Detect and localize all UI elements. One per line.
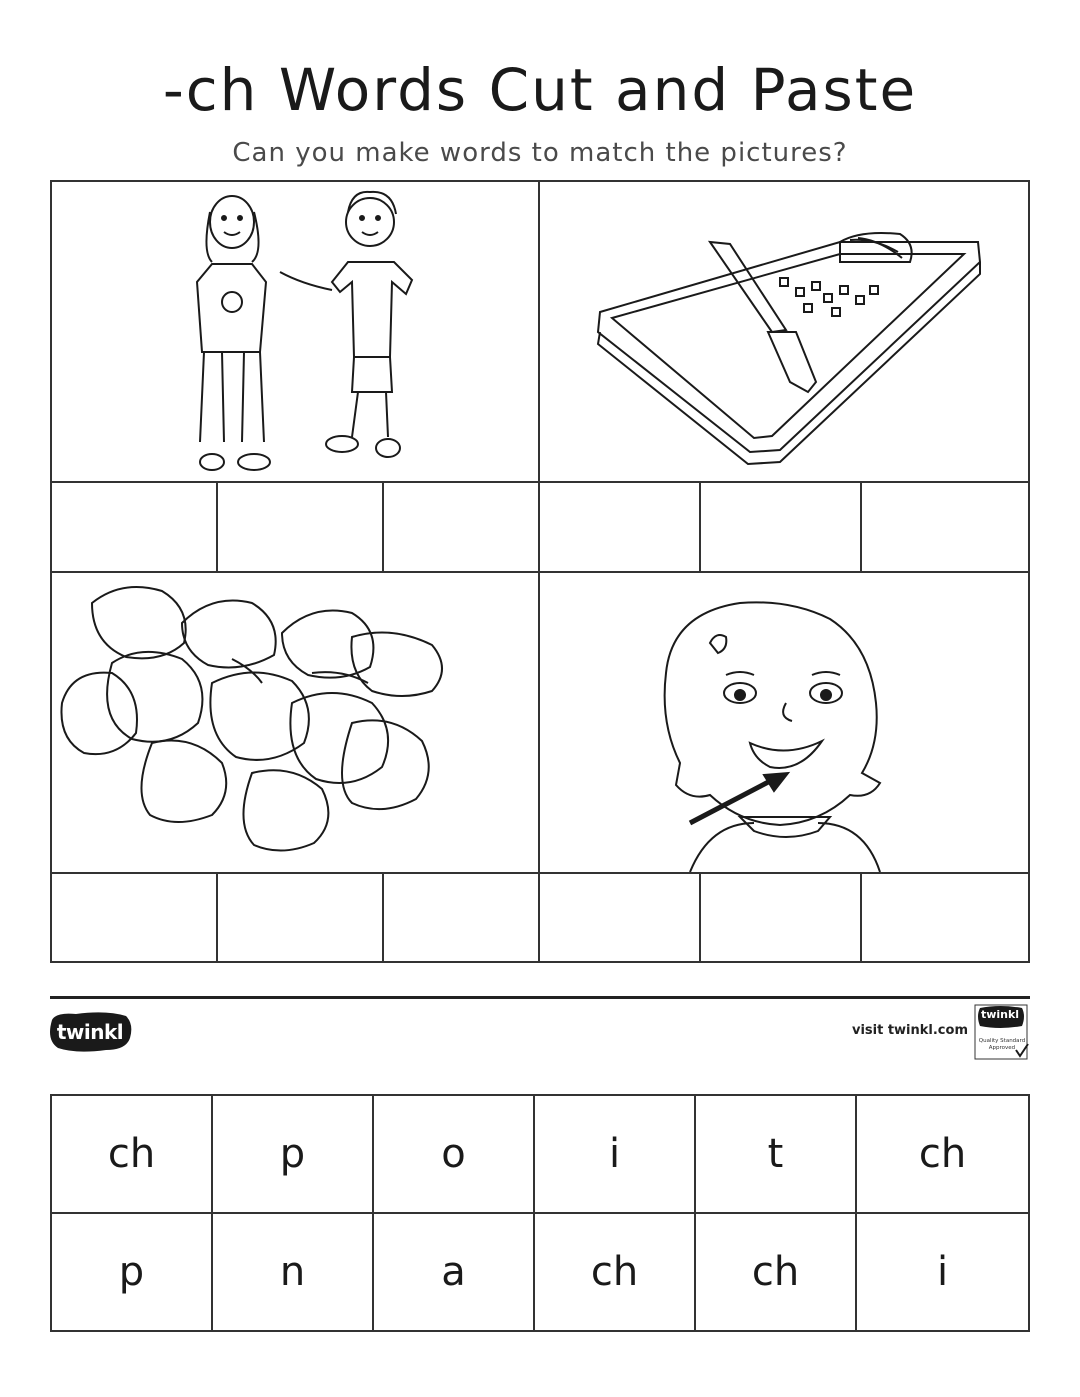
letter-tile[interactable]: o [374,1096,535,1214]
answer-box[interactable] [218,874,384,963]
page-title: -ch Words Cut and Paste [162,56,918,124]
crisps-icon [52,573,538,872]
answer-box[interactable] [384,874,540,963]
answer-box[interactable] [540,874,701,963]
answer-box[interactable] [540,483,701,573]
cut-line [50,996,1030,999]
answer-box[interactable] [701,483,862,573]
letter-tile[interactable]: i [535,1096,696,1214]
answer-box[interactable] [52,874,218,963]
answer-box[interactable] [862,874,1030,963]
badge-logo-text: twinkl [980,1008,1020,1021]
worksheet-grid [50,180,1030,963]
letter-tile[interactable]: ch [857,1096,1028,1214]
letter-tile[interactable]: p [52,1214,213,1330]
picture-cell-chop [540,182,1030,483]
friends-icon [52,182,538,481]
letter-tile[interactable]: ch [52,1096,213,1214]
letter-tile[interactable]: t [696,1096,857,1214]
answer-box[interactable] [218,483,384,573]
picture-cell-chin [540,573,1030,874]
badge-caption: Quality Standard Approved [978,1038,1026,1051]
twinkl-logo [46,1010,134,1054]
answer-box[interactable] [384,483,540,573]
answer-box[interactable] [862,483,1030,573]
letter-tile[interactable]: p [213,1096,374,1214]
chopping-board-icon [540,182,1030,481]
letter-tile[interactable]: i [936,1249,949,1295]
visit-link[interactable]: visit twinkl.com [851,1023,968,1038]
letter-tile[interactable]: a [374,1214,535,1330]
picture-cell-friend [52,182,540,483]
picture-cell-chips [52,573,540,874]
answer-box[interactable] [701,874,862,963]
girl-chin-icon [540,573,1030,872]
letter-tile[interactable]: n [213,1214,374,1330]
logo-text: twinkl [56,1020,124,1044]
quality-badge [974,1004,1030,1060]
answer-box[interactable] [52,483,218,573]
letter-tile[interactable]: ch [696,1214,857,1330]
page-subtitle: Can you make words to match the pictures? [232,138,848,168]
letter-strip [50,1094,1030,1332]
letter-tile[interactable]: ch [535,1214,696,1330]
